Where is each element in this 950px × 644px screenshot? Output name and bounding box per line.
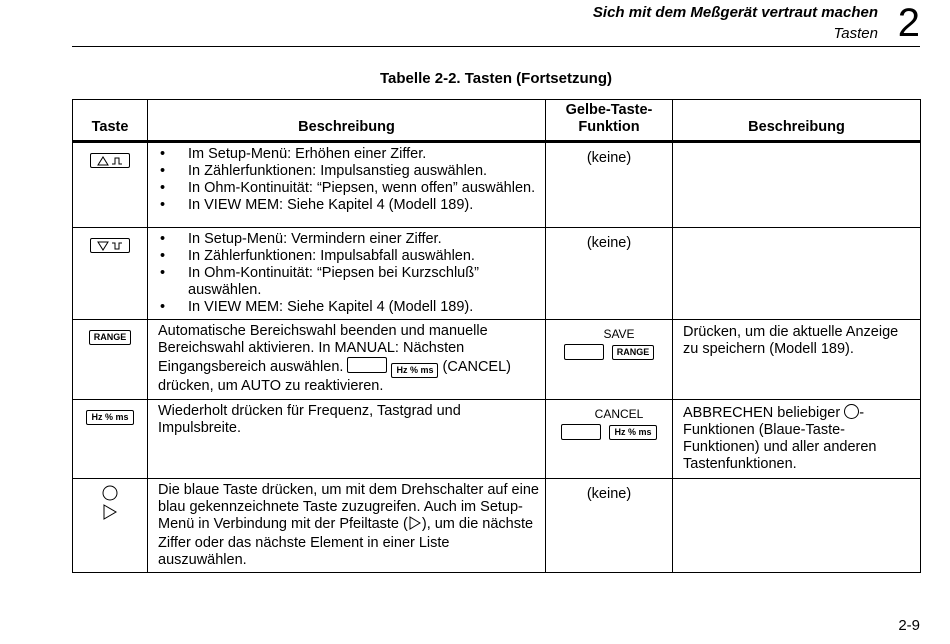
desc-cell [148, 320, 546, 400]
list-item: • In Ohm-Kontinuität: “Piepsen, wenn offen” auswählen. [158, 180, 539, 197]
fn-desc-cell: Drücken, um die aktuelle Anzeige zu speichern (Modell 189). [673, 320, 921, 400]
fn-desc-cell [673, 142, 921, 228]
key-cell [73, 142, 148, 228]
bullet-list [158, 146, 539, 214]
desc-cell [148, 142, 546, 228]
range-key: RANGE [612, 345, 655, 360]
list-item: • In Setup-Menü: Vermindern einer Ziffer. [158, 231, 539, 248]
list-item: • In Zählerfunktionen: Impulsabfall auswählen. [158, 248, 539, 265]
fn-key-combo [561, 424, 656, 440]
desc-text: Automatische Bereichswahl beenden und manuelle Bereichswahl aktivieren. In MANUAL: Nächsten Eingangsbereich auswählen. [158, 323, 488, 375]
yellow-key-icon [347, 357, 387, 373]
col-header-desc: Beschreibung [148, 100, 546, 142]
up-arrow-rising-pulse-icon [90, 153, 130, 168]
key-cell [73, 400, 148, 479]
blue-circle-icon [844, 404, 859, 419]
fn-desc-cell [673, 479, 921, 573]
list-item: • Im Setup-Menü: Erhöhen einer Ziffer. [158, 146, 539, 163]
fn-cell: (keine) [546, 142, 673, 228]
fn-cell: (keine) [546, 228, 673, 320]
header-rule [72, 46, 920, 47]
yellow-key-icon [561, 424, 601, 440]
yellow-key-icon [564, 344, 604, 360]
header-title: Sich mit dem Meßgerät vertraut machen [592, 4, 878, 21]
fn-desc-text-after: -Funktionen (Blaue-Taste-Funktionen) und aller anderen Tastenfunktionen. [683, 405, 877, 472]
col-header-fn [546, 100, 673, 142]
desc-text-after: ), um die nächste Ziffer oder das nächste Element in einer Liste auszuwählen. [158, 516, 534, 568]
header-subtitle: Tasten [833, 25, 878, 42]
range-key: RANGE [89, 330, 132, 345]
desc-text-after: (CANCEL) drücken, um AUTO zu reaktivieren. [158, 359, 511, 394]
hz-key-inline: Hz % ms [391, 363, 438, 378]
chapter-number: 2 [897, 1, 920, 45]
fn-desc-cell [673, 400, 921, 479]
fn-label: SAVE [603, 327, 635, 341]
page-number: 2-9 [898, 617, 920, 634]
right-arrow-icon [408, 516, 422, 535]
key-cell [73, 479, 148, 573]
fn-desc-cell [673, 228, 921, 320]
fn-key-combo [564, 344, 655, 360]
fn-label: CANCEL [594, 407, 644, 421]
fn-cell [546, 400, 673, 479]
hz-key: Hz % ms [609, 425, 656, 440]
list-item: • In VIEW MEM: Siehe Kapitel 4 (Modell 189). [158, 197, 539, 214]
bullet-list [158, 231, 539, 316]
desc-cell [148, 479, 546, 573]
list-item: • In VIEW MEM: Siehe Kapitel 4 (Modell 189). [158, 299, 539, 316]
down-arrow-falling-pulse-icon [90, 238, 130, 253]
fn-cell [546, 320, 673, 400]
fn-cell: (keine) [546, 479, 673, 573]
table-row [73, 320, 921, 400]
list-item: • In Ohm-Kontinuität: “Piepsen bei Kurzschluß” auswählen. [158, 265, 539, 299]
desc-cell [148, 228, 546, 320]
desc-text: Die blaue Taste drücken, um mit dem Drehschalter auf eine blau gekennzeichnete Taste zuzugreifen. Auch im Setup-Menü in Verbindung mit der Pfeiltaste ( [158, 482, 539, 532]
list-item: • In Zählerfunktionen: Impulsanstieg auswählen. [158, 163, 539, 180]
table-title: Tabelle 2-2. Tasten (Fortsetzung) [380, 70, 612, 87]
fn-desc-text: ABBRECHEN beliebiger [683, 405, 841, 421]
desc-cell: Wiederholt drücken für Frequenz, Tastgrad und Impulsbreite. [148, 400, 546, 479]
table-row [73, 479, 921, 573]
table-row [73, 228, 921, 320]
keys-table [72, 99, 921, 573]
table-row [73, 400, 921, 479]
table-header-row [73, 100, 921, 142]
blue-circle-and-right-arrow-icon [100, 485, 120, 526]
hz-key: Hz % ms [86, 410, 133, 425]
col-header-fn-desc: Beschreibung [673, 100, 921, 142]
key-cell [73, 320, 148, 400]
col-header-key: Taste [73, 100, 148, 142]
col-header-fn-label: Gelbe-Taste-Funktion [565, 102, 653, 135]
key-cell [73, 228, 148, 320]
table-row [73, 142, 921, 228]
